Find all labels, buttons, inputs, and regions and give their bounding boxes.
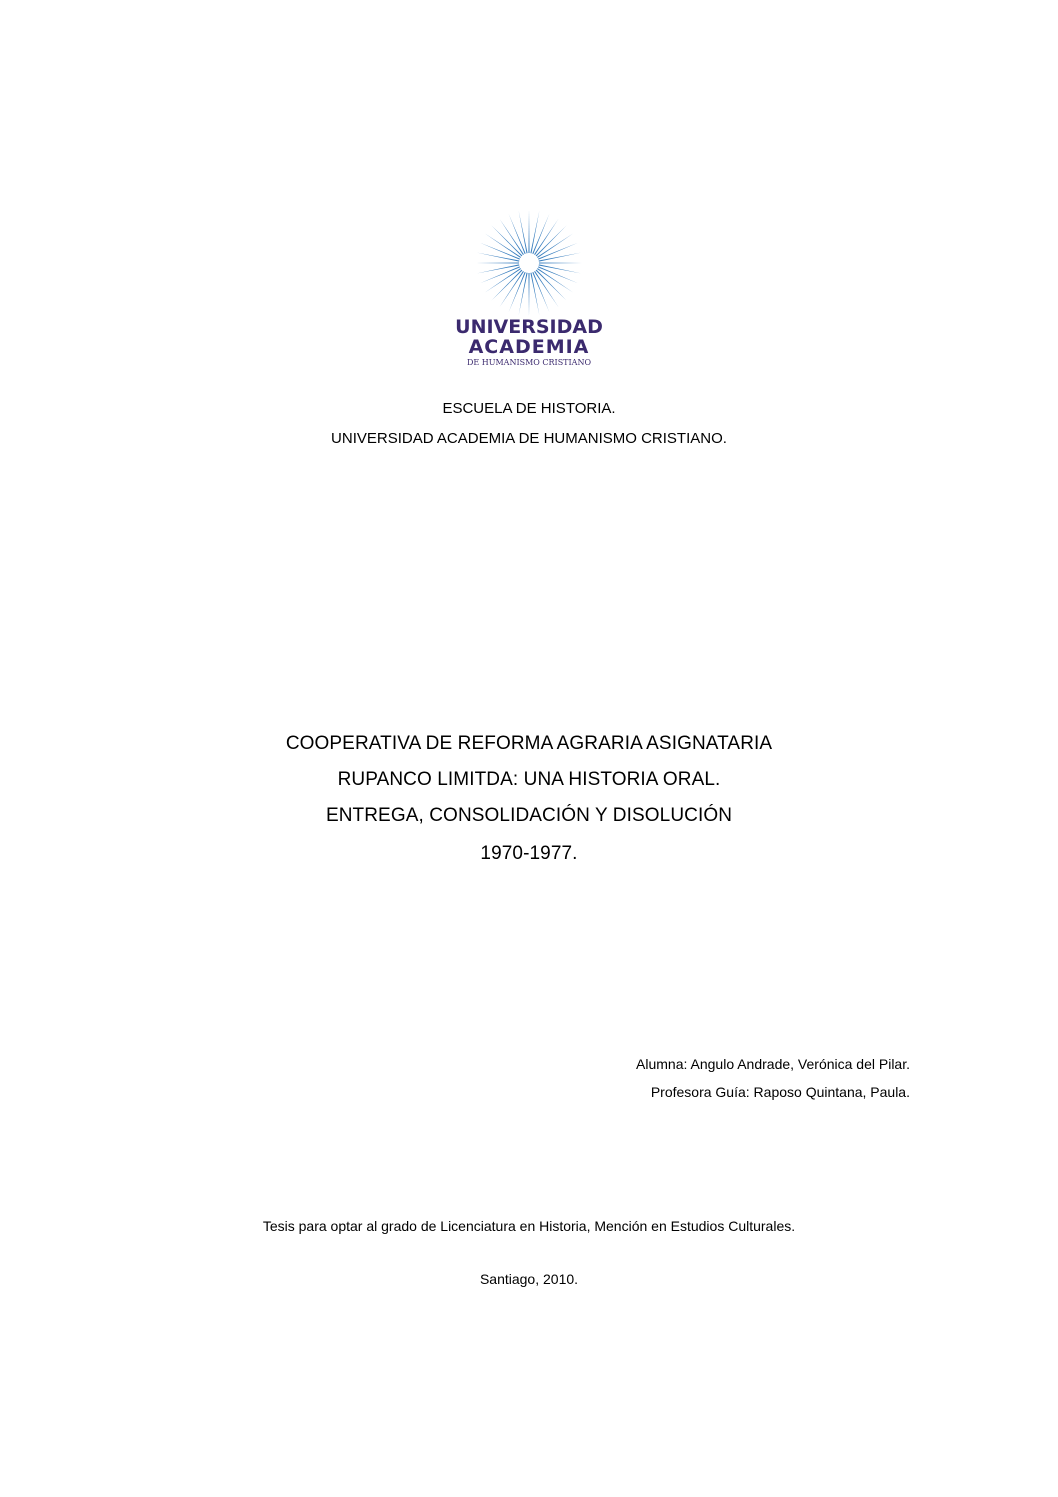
star-ray xyxy=(539,264,581,273)
starburst-icon xyxy=(476,210,582,316)
university-name: UNIVERSIDAD ACADEMIA DE HUMANISMO CRISTIANO. xyxy=(331,430,727,447)
title-line-2: RUPANCO LIMITDA: UNA HISTORIA ORAL. xyxy=(337,769,721,790)
advisor-name: Profesora Guía: Raposo Quintana, Paula. xyxy=(650,1084,910,1100)
star-ray xyxy=(528,210,529,253)
title-line-3: ENTREGA, CONSOLIDACIÓN Y DISOLUCIÓN xyxy=(325,805,733,826)
star-ray xyxy=(477,264,519,273)
star-ray xyxy=(530,211,539,253)
star-ray xyxy=(476,262,519,263)
star-ray xyxy=(528,273,529,316)
star-ray xyxy=(530,273,539,315)
title-line-1: COOPERATIVA DE REFORMA AGRARIA ASIGNATARIA xyxy=(285,733,773,754)
logo-line2: ACADEMIA xyxy=(468,336,590,358)
star-ray xyxy=(519,273,528,315)
star-ray xyxy=(539,253,581,262)
title-line-4: 1970-1977. xyxy=(480,843,578,864)
star-ray xyxy=(539,262,582,263)
thesis-note: Tesis para optar al grado de Licenciatura en Historia, Mención en Estudios Culturales. xyxy=(262,1218,796,1234)
star-ray xyxy=(519,211,528,253)
student-name: Alumna: Angulo Andrade, Verónica del Pilar. xyxy=(636,1056,910,1072)
university-logo xyxy=(446,208,612,370)
star-ray xyxy=(477,253,519,262)
school-name: ESCUELA DE HISTORIA. xyxy=(442,400,616,417)
logo-line3: DE HUMANISMO CRISTIANO xyxy=(466,358,592,367)
place-date: Santiago, 2010. xyxy=(479,1271,579,1287)
logo-line1: UNIVERSIDAD xyxy=(455,316,603,338)
starburst-logo-icon xyxy=(446,208,612,370)
